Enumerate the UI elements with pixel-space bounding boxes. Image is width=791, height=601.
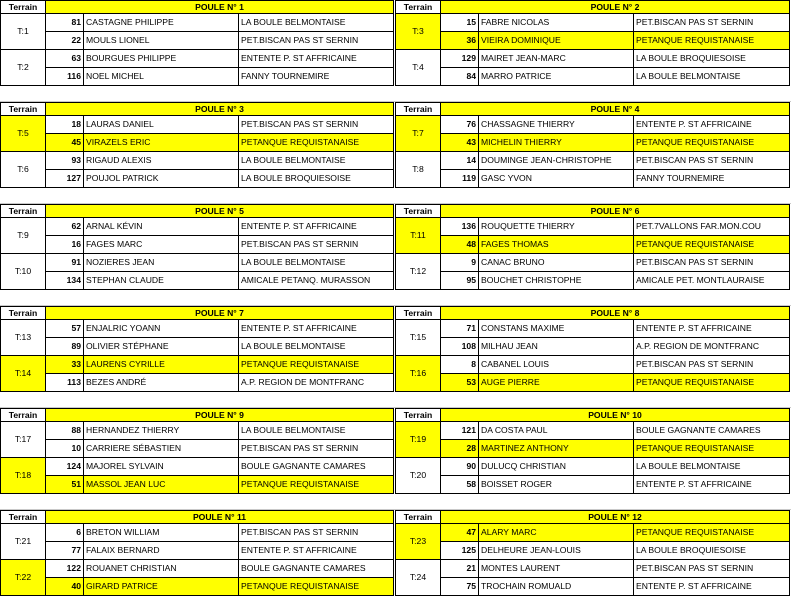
poule-table xyxy=(395,102,790,193)
player-club: PETANQUE REQUISTANAISE xyxy=(239,356,394,374)
player-number: 10 xyxy=(46,440,84,458)
player-name: FALAIX BERNARD xyxy=(84,542,239,560)
player-name: FAGES MARC xyxy=(84,236,239,254)
player-number: 57 xyxy=(46,320,84,338)
player-number: 47 xyxy=(441,524,479,542)
terrain-header: Terrain xyxy=(395,306,441,320)
player-number: 93 xyxy=(46,152,84,170)
player-number: 28 xyxy=(441,440,479,458)
player-number: 58 xyxy=(441,476,479,494)
terrain-header: Terrain xyxy=(395,204,441,218)
poule-title: POULE N° 11 xyxy=(46,510,394,524)
terrain-header: Terrain xyxy=(395,510,441,524)
player-club: LA BOULE BELMONTAISE xyxy=(634,68,790,86)
player-number: 77 xyxy=(46,542,84,560)
terrain-header: Terrain xyxy=(0,204,46,218)
terrain-label: T:14 xyxy=(0,356,46,392)
terrain-label: T:16 xyxy=(395,356,441,392)
poule-title: POULE N° 10 xyxy=(441,408,790,422)
terrain-label: T:8 xyxy=(395,152,441,188)
poule-table xyxy=(0,204,394,295)
player-club: PET.BISCAN PAS ST SERNIN xyxy=(634,14,790,32)
player-number: 21 xyxy=(441,560,479,578)
player-name: RIGAUD ALEXIS xyxy=(84,152,239,170)
player-number: 18 xyxy=(46,116,84,134)
terrain-label: T:1 xyxy=(0,14,46,50)
player-club: LA BOULE BROQUIESOISE xyxy=(239,170,394,188)
player-name: MASSOL JEAN LUC xyxy=(84,476,239,494)
player-number: 8 xyxy=(441,356,479,374)
player-club: FANNY TOURNEMIRE xyxy=(634,170,790,188)
player-club: PET.BISCAN PAS ST SERNIN xyxy=(239,524,394,542)
player-name: GASC YVON xyxy=(479,170,634,188)
player-name: ROUANET CHRISTIAN xyxy=(84,560,239,578)
player-name: BOUCHET CHRISTOPHE xyxy=(479,272,634,290)
player-name: ENJALRIC YOANN xyxy=(84,320,239,338)
player-name: MAIRET JEAN-MARC xyxy=(479,50,634,68)
player-club: AMICALE PET. MONTLAURAISE xyxy=(634,272,790,290)
poule-table xyxy=(0,306,394,397)
player-club: A.P. REGION DE MONTFRANC xyxy=(239,374,394,392)
player-club: LA BOULE BELMONTAISE xyxy=(634,458,790,476)
player-name: CARRIERE SÉBASTIEN xyxy=(84,440,239,458)
player-name: MAJOREL SYLVAIN xyxy=(84,458,239,476)
player-name: LAURENS CYRILLE xyxy=(84,356,239,374)
poule-table xyxy=(0,510,394,601)
player-name: STEPHAN CLAUDE xyxy=(84,272,239,290)
player-club: PET.BISCAN PAS ST SERNIN xyxy=(239,116,394,134)
terrain-label: T:21 xyxy=(0,524,46,560)
player-name: ALARY MARC xyxy=(479,524,634,542)
terrain-label: T:24 xyxy=(395,560,441,596)
poule-title: POULE N° 5 xyxy=(46,204,394,218)
player-number: 15 xyxy=(441,14,479,32)
player-number: 75 xyxy=(441,578,479,596)
player-number: 33 xyxy=(46,356,84,374)
player-number: 51 xyxy=(46,476,84,494)
player-name: LAURAS DANIEL xyxy=(84,116,239,134)
terrain-header: Terrain xyxy=(0,102,46,116)
player-name: MONTES LAURENT xyxy=(479,560,634,578)
player-club: PET.BISCAN PAS ST SERNIN xyxy=(634,152,790,170)
poule-title: POULE N° 2 xyxy=(441,0,790,14)
terrain-label: T:10 xyxy=(0,254,46,290)
poule-row xyxy=(0,408,791,499)
player-name: BRETON WILLIAM xyxy=(84,524,239,542)
player-number: 129 xyxy=(441,50,479,68)
player-number: 90 xyxy=(441,458,479,476)
player-club: BOULE GAGNANTE CAMARES xyxy=(239,560,394,578)
player-club: PET.BISCAN PAS ST SERNIN xyxy=(239,236,394,254)
player-number: 134 xyxy=(46,272,84,290)
player-name: DA COSTA PAUL xyxy=(479,422,634,440)
row-separator xyxy=(0,295,791,306)
player-number: 122 xyxy=(46,560,84,578)
player-club: LA BOULE BELMONTAISE xyxy=(239,254,394,272)
player-name: CASTAGNE PHILIPPE xyxy=(84,14,239,32)
row-separator xyxy=(0,397,791,408)
player-number: 63 xyxy=(46,50,84,68)
player-name: MARTINEZ ANTHONY xyxy=(479,440,634,458)
terrain-label: T:13 xyxy=(0,320,46,356)
player-club: ENTENTE P. ST AFFRICAINE xyxy=(634,116,790,134)
player-club: PETANQUE REQUISTANAISE xyxy=(634,524,790,542)
row-separator xyxy=(0,193,791,204)
player-number: 108 xyxy=(441,338,479,356)
terrain-label: T:15 xyxy=(395,320,441,356)
player-number: 116 xyxy=(46,68,84,86)
player-name: CABANEL LOUIS xyxy=(479,356,634,374)
row-separator xyxy=(0,91,791,102)
player-name: MILHAU JEAN xyxy=(479,338,634,356)
player-number: 6 xyxy=(46,524,84,542)
player-number: 71 xyxy=(441,320,479,338)
player-name: CANAC BRUNO xyxy=(479,254,634,272)
player-number: 127 xyxy=(46,170,84,188)
player-name: NOZIERES JEAN xyxy=(84,254,239,272)
terrain-label: T:4 xyxy=(395,50,441,86)
player-number: 53 xyxy=(441,374,479,392)
player-club: PET.7VALLONS FAR.MON.COU xyxy=(634,218,790,236)
player-name: ROUQUETTE THIERRY xyxy=(479,218,634,236)
poule-row xyxy=(0,102,791,193)
player-club: PETANQUE REQUISTANAISE xyxy=(239,134,394,152)
terrain-label: T:9 xyxy=(0,218,46,254)
player-club: PETANQUE REQUISTANAISE xyxy=(634,32,790,50)
terrain-header: Terrain xyxy=(0,408,46,422)
poule-title: POULE N° 7 xyxy=(46,306,394,320)
terrain-header: Terrain xyxy=(395,0,441,14)
player-number: 14 xyxy=(441,152,479,170)
terrain-label: T:17 xyxy=(0,422,46,458)
player-club: PETANQUE REQUISTANAISE xyxy=(634,440,790,458)
player-club: PETANQUE REQUISTANAISE xyxy=(634,236,790,254)
player-name: GIRARD PATRICE xyxy=(84,578,239,596)
poule-table xyxy=(0,102,394,193)
player-club: LA BOULE BELMONTAISE xyxy=(239,152,394,170)
player-club: LA BOULE BROQUIESOISE xyxy=(634,542,790,560)
player-number: 91 xyxy=(46,254,84,272)
player-number: 22 xyxy=(46,32,84,50)
player-club: ENTENTE P. ST AFFRICAINE xyxy=(634,476,790,494)
player-number: 95 xyxy=(441,272,479,290)
player-name: MARRO PATRICE xyxy=(479,68,634,86)
poule-row xyxy=(0,306,791,397)
player-club: PETANQUE REQUISTANAISE xyxy=(239,578,394,596)
player-club: ENTENTE P. ST AFFRICAINE xyxy=(239,320,394,338)
player-club: AMICALE PETANQ. MURASSON xyxy=(239,272,394,290)
poule-table xyxy=(395,408,790,499)
player-name: CONSTANS MAXIME xyxy=(479,320,634,338)
player-name: OLIVIER STÉPHANE xyxy=(84,338,239,356)
terrain-label: T:19 xyxy=(395,422,441,458)
player-club: A.P. REGION DE MONTFRANC xyxy=(634,338,790,356)
player-name: MICHELIN THIERRY xyxy=(479,134,634,152)
player-club: ENTENTE P. ST AFFRICAINE xyxy=(634,578,790,596)
player-number: 113 xyxy=(46,374,84,392)
player-club: ENTENTE P. ST AFFRICAINE xyxy=(239,218,394,236)
poule-title: POULE N° 9 xyxy=(46,408,394,422)
poule-table xyxy=(0,408,394,499)
terrain-label: T:23 xyxy=(395,524,441,560)
terrain-label: T:2 xyxy=(0,50,46,86)
player-name: MOULS LIONEL xyxy=(84,32,239,50)
player-club: BOULE GAGNANTE CAMARES xyxy=(239,458,394,476)
player-name: NOEL MICHEL xyxy=(84,68,239,86)
poule-table xyxy=(395,204,790,295)
terrain-label: T:22 xyxy=(0,560,46,596)
player-club: LA BOULE BELMONTAISE xyxy=(239,338,394,356)
poule-table xyxy=(395,306,790,397)
poule-title: POULE N° 6 xyxy=(441,204,790,218)
poule-table xyxy=(395,510,790,601)
player-number: 36 xyxy=(441,32,479,50)
player-club: ENTENTE P. ST AFFRICAINE xyxy=(239,542,394,560)
terrain-label: T:7 xyxy=(395,116,441,152)
terrain-header: Terrain xyxy=(395,102,441,116)
terrain-label: T:12 xyxy=(395,254,441,290)
player-name: HERNANDEZ THIERRY xyxy=(84,422,239,440)
poule-row xyxy=(0,510,791,601)
player-name: VIEIRA DOMINIQUE xyxy=(479,32,634,50)
player-number: 76 xyxy=(441,116,479,134)
player-name: FAGES THOMAS xyxy=(479,236,634,254)
player-number: 9 xyxy=(441,254,479,272)
player-number: 88 xyxy=(46,422,84,440)
player-club: PET.BISCAN PAS ST SERNIN xyxy=(634,356,790,374)
player-club: PETANQUE REQUISTANAISE xyxy=(634,374,790,392)
player-number: 121 xyxy=(441,422,479,440)
terrain-header: Terrain xyxy=(0,0,46,14)
player-name: BOURGUES PHILIPPE xyxy=(84,50,239,68)
player-number: 89 xyxy=(46,338,84,356)
player-name: DULUCQ CHRISTIAN xyxy=(479,458,634,476)
row-separator xyxy=(0,499,791,510)
player-number: 62 xyxy=(46,218,84,236)
player-name: ARNAL KÉVIN xyxy=(84,218,239,236)
poule-title: POULE N° 1 xyxy=(46,0,394,14)
player-club: PET.BISCAN PAS ST SERNIN xyxy=(634,560,790,578)
terrain-label: T:18 xyxy=(0,458,46,494)
player-club: PETANQUE REQUISTANAISE xyxy=(239,476,394,494)
poule-row xyxy=(0,204,791,295)
player-name: POUJOL PATRICK xyxy=(84,170,239,188)
player-name: AUGE PIERRE xyxy=(479,374,634,392)
player-club: PET.BISCAN PAS ST SERNIN xyxy=(239,440,394,458)
player-number: 16 xyxy=(46,236,84,254)
terrain-label: T:20 xyxy=(395,458,441,494)
player-number: 124 xyxy=(46,458,84,476)
poule-title: POULE N° 3 xyxy=(46,102,394,116)
poule-title: POULE N° 12 xyxy=(441,510,790,524)
terrain-label: T:3 xyxy=(395,14,441,50)
player-club: ENTENTE P. ST AFFRICAINE xyxy=(239,50,394,68)
terrain-label: T:5 xyxy=(0,116,46,152)
player-number: 84 xyxy=(441,68,479,86)
player-club: FANNY TOURNEMIRE xyxy=(239,68,394,86)
player-name: BEZES ANDRÉ xyxy=(84,374,239,392)
player-name: FABRE NICOLAS xyxy=(479,14,634,32)
terrain-header: Terrain xyxy=(395,408,441,422)
poule-row xyxy=(0,0,791,91)
player-club: PET.BISCAN PAS ST SERNIN xyxy=(239,32,394,50)
player-club: BOULE GAGNANTE CAMARES xyxy=(634,422,790,440)
terrain-label: T:11 xyxy=(395,218,441,254)
poule-table xyxy=(395,0,790,91)
poule-table xyxy=(0,0,394,91)
player-name: TROCHAIN ROMUALD xyxy=(479,578,634,596)
player-number: 136 xyxy=(441,218,479,236)
player-number: 81 xyxy=(46,14,84,32)
player-name: DELHEURE JEAN-LOUIS xyxy=(479,542,634,560)
player-name: BOISSET ROGER xyxy=(479,476,634,494)
player-club: ENTENTE P. ST AFFRICAINE xyxy=(634,320,790,338)
player-club: LA BOULE BELMONTAISE xyxy=(239,422,394,440)
player-number: 40 xyxy=(46,578,84,596)
player-number: 48 xyxy=(441,236,479,254)
poule-title: POULE N° 8 xyxy=(441,306,790,320)
terrain-header: Terrain xyxy=(0,510,46,524)
player-club: PETANQUE REQUISTANAISE xyxy=(634,134,790,152)
player-name: CHASSAGNE THIERRY xyxy=(479,116,634,134)
player-club: LA BOULE BELMONTAISE xyxy=(239,14,394,32)
player-number: 45 xyxy=(46,134,84,152)
player-number: 43 xyxy=(441,134,479,152)
player-club: PET.BISCAN PAS ST SERNIN xyxy=(634,254,790,272)
player-number: 125 xyxy=(441,542,479,560)
player-name: VIRAZELS ERIC xyxy=(84,134,239,152)
poule-title: POULE N° 4 xyxy=(441,102,790,116)
player-number: 119 xyxy=(441,170,479,188)
player-club: LA BOULE BROQUIESOISE xyxy=(634,50,790,68)
terrain-header: Terrain xyxy=(0,306,46,320)
player-name: DOUMINGE JEAN-CHRISTOPHE xyxy=(479,152,634,170)
terrain-label: T:6 xyxy=(0,152,46,188)
